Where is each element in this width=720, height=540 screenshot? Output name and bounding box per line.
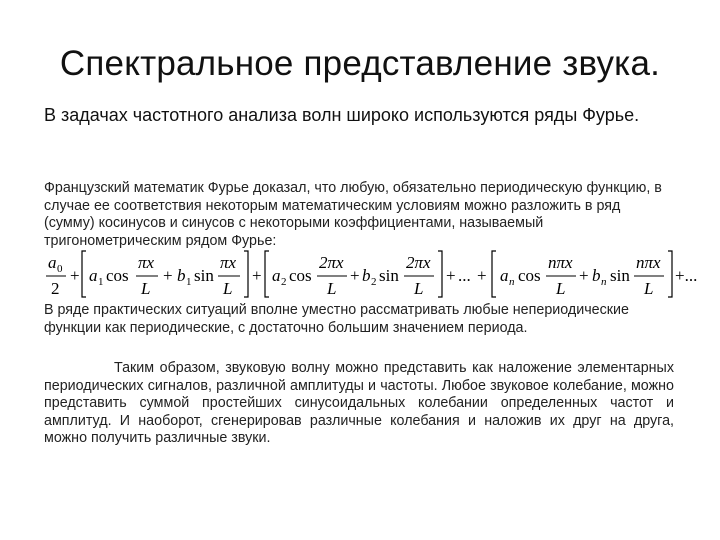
coef-a1-sub: 1	[98, 276, 104, 288]
bracket-left-2	[265, 251, 269, 297]
num-2pix-1: 2πx	[319, 253, 344, 272]
plus-sign: +	[579, 266, 589, 285]
ellipsis: ...	[458, 266, 471, 285]
bracket-left-1	[82, 251, 86, 297]
tail-ellipsis: +...	[675, 266, 698, 285]
denom-L-4: L	[414, 279, 424, 298]
sin-1: sin	[194, 266, 214, 285]
sin-n: sin	[610, 266, 630, 285]
num-pix-2: πx	[220, 253, 237, 272]
coef-an-sub: n	[509, 276, 515, 288]
coef-b2: b	[362, 266, 371, 285]
denom-L-3: L	[327, 279, 337, 298]
coef-a2-sub: 2	[281, 276, 287, 288]
denom-two: 2	[51, 279, 60, 298]
coef-a2: a	[272, 266, 281, 285]
denom-L-6: L	[644, 279, 654, 298]
bracket-right-1	[244, 251, 248, 297]
num-pix-1: πx	[138, 253, 155, 272]
plus-sign: +	[477, 266, 487, 285]
plus-sign: +	[70, 266, 80, 285]
num-2pix-2: 2πx	[406, 253, 431, 272]
plus-sign: +	[350, 266, 360, 285]
intro-text: В задачах частотного анализа волн широко используются ряды Фурье.	[44, 105, 640, 125]
cos-n: cos	[518, 266, 541, 285]
coef-bn: b	[592, 266, 601, 285]
cos-2: cos	[289, 266, 312, 285]
plus-sign: +	[163, 266, 173, 285]
coef-an: a	[500, 266, 509, 285]
denom-L-5: L	[556, 279, 566, 298]
bracket-right-n	[668, 251, 672, 297]
bracket-right-2	[438, 251, 442, 297]
num-npix-1: nπx	[548, 253, 573, 272]
conclusion-text: Таким образом, звуковую волну можно представить как наложение элементарных периодических сигналов, различной амплитуды и частоты. Любое звуковое колебание, можно представить суммой простейших синусоидальных колебании определенных частот и амплитуд. И наоборот, сгенерировав различные колебания и наложив их друг на друга, можно получить различные звуки.	[44, 360, 674, 446]
slide-title: Спектральное представление звука.	[59, 44, 661, 83]
coef-a1: a	[89, 266, 98, 285]
coef-b2-sub: 2	[371, 276, 377, 288]
num-npix-2: nπx	[636, 253, 661, 272]
cos-1: cos	[106, 266, 129, 285]
plus-sign: +	[446, 266, 456, 285]
coef-bn-sub: n	[601, 276, 607, 288]
fourier-series-formula	[44, 248, 704, 300]
coef-b1: b	[177, 266, 186, 285]
plus-sign: +	[252, 266, 262, 285]
coef-a0: a	[48, 253, 57, 272]
fourier-description: Французский математик Фурье доказал, что любую, обязательно периодическую функцию, в случае ее соответствия некоторым математическим условиям можно разложить в ряд (сумму) косинусов и синусов с некоторыми коэффициентами, называемый тригонометрическим рядом Фурье:	[44, 180, 662, 249]
coef-b1-sub: 1	[186, 276, 192, 288]
denom-L-1: L	[141, 279, 151, 298]
sound-wave-conclusion	[44, 360, 674, 448]
nonperiodic-note: В ряде практических ситуаций вполне уместно рассматривать любые непериодические функции как периодические, с достаточно большим значением периода.	[44, 302, 629, 336]
denom-L-2: L	[223, 279, 233, 298]
coef-a0-sub: 0	[57, 263, 63, 275]
bracket-left-n	[492, 251, 496, 297]
sin-2: sin	[379, 266, 399, 285]
